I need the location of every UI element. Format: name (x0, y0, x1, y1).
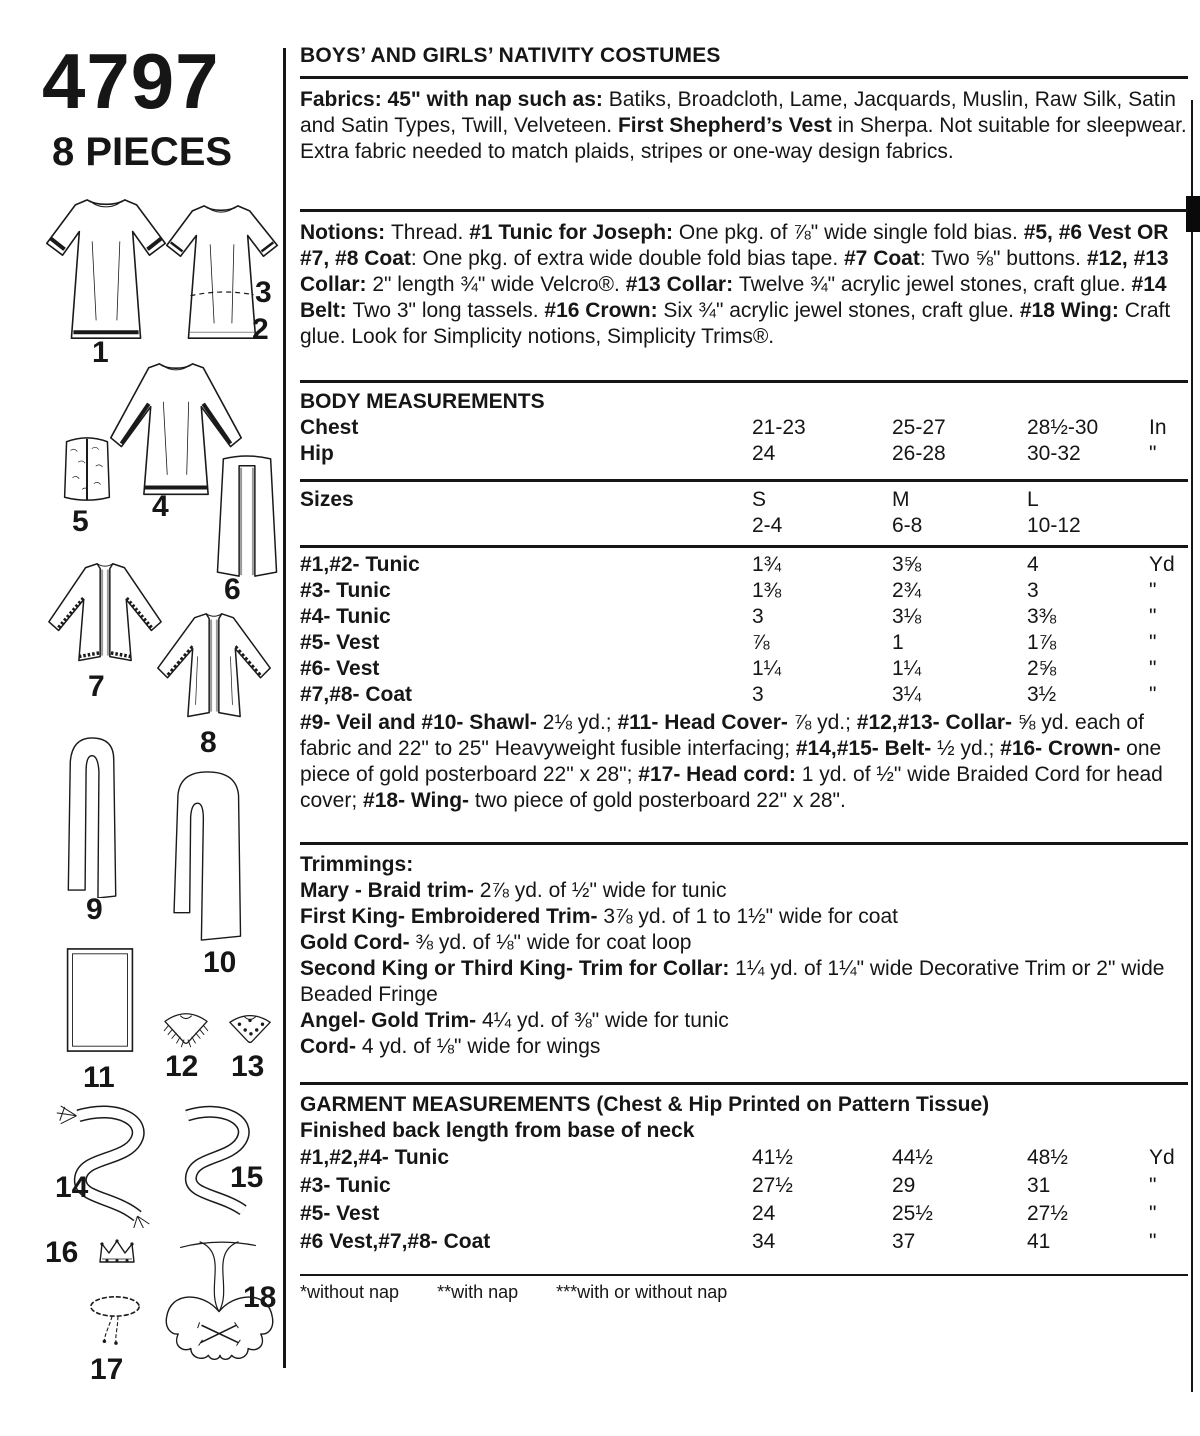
figure-label-17: 17 (90, 1353, 124, 1386)
shawl-10-drawing (166, 768, 272, 944)
table-row: Hip 24 26-28 30-32 " (300, 442, 1157, 465)
trimmings-line: Mary - Braid trim- 2⅞ yd. of ½" wide for tunic (300, 879, 727, 902)
veil-9-drawing (58, 732, 128, 898)
fabrics-paragraph: Fabrics: 45" with nap such as: Batiks, Broadcloth, Lame, Jacquards, Muslin, Raw Silk, Satin and Satin Types, Twill, Velveteen. First Shepherd’s Vest in Sherpa. Not suitable for sleepwear. Extra fabric needed to match plaids, stripes or one-way design fabrics. (300, 88, 1187, 163)
size-l: L (1027, 488, 1039, 511)
table-row: Chest 21-23 25-27 28½-30 In (300, 416, 1167, 439)
trimmings-title: Trimmings: (300, 853, 414, 876)
figure-label-1: 1 (92, 336, 109, 369)
crown-16-drawing (95, 1236, 143, 1268)
figure-label-2: 2 (252, 313, 269, 346)
fringe-collar-12-drawing (160, 1008, 212, 1052)
coat-8-drawing (152, 608, 276, 732)
notions-paragraph: Notions: Thread. #1 Tunic for Joseph: One pkg. of ⅞" wide single fold bias. #5, #6 Vest OR #7, #8 Coat: One pkg. of extra wide double fold bias tape. #7 Coat: Two ⅝" buttons. #12, #13 Collar: 2" length ¾" wide Velcro®. #13 Collar: Twelve ¾" acrylic jewel stones, craft glue. #14 Belt: Two 3" long tassels. #16 Crown: Six ¾" acrylic jewel stones, craft glue. #18 Wing: Craft glue. Look for Simplicity notions, Simplicity Trims®. (300, 221, 1171, 348)
nap-note-2: **with nap (437, 1282, 519, 1302)
size-range-s: 2-4 (752, 514, 783, 537)
rule (300, 209, 1188, 212)
trimmings-line: Second King or Third King- Trim for Collar: 1¼ yd. of 1¼" wide Decorative Trim or 2" wide Beaded Fringe (300, 957, 1165, 1006)
rule (300, 479, 1188, 482)
head-cover-11-drawing (62, 944, 138, 1056)
piece-count: 8 PIECES (52, 130, 233, 174)
nap-note-3: ***with or without nap (556, 1282, 728, 1302)
nap-legend (300, 1281, 1188, 1303)
rule (300, 842, 1188, 845)
body-measurements-title: BODY MEASUREMENTS (300, 390, 545, 413)
trimmings-line: Cord- 4 yd. of ⅛" wide for wings (300, 1035, 601, 1058)
table-row: #4- Tunic 3 3⅛ 3⅜ " (300, 605, 1157, 628)
sizes-row (300, 487, 1188, 513)
figure-label-13: 13 (231, 1050, 265, 1083)
size-range-m: 6-8 (892, 514, 923, 537)
size-ranges-row (300, 513, 1188, 539)
long-vest-6-drawing (213, 452, 281, 582)
body-measurements-table (300, 415, 1188, 467)
belt-15-drawing (175, 1102, 264, 1216)
table-row: #6- Vest 1¼ 1¼ 2⅝ " (300, 657, 1157, 680)
rule (300, 1274, 1188, 1276)
figure-label-8: 8 (200, 726, 217, 759)
trimmings-line: Gold Cord- ⅜ yd. of ⅛" wide for coat loop (300, 931, 692, 954)
size-range-l: 10-12 (1027, 514, 1081, 537)
table-row: #6 Vest,#7,#8- Coat 34 37 41 " (300, 1230, 1157, 1253)
figure-label-15: 15 (230, 1161, 264, 1194)
fur-vest-5-drawing (58, 433, 116, 505)
figure-label-9: 9 (86, 893, 103, 926)
pattern-number: 4797 (42, 37, 220, 125)
figure-label-18: 18 (243, 1281, 277, 1314)
trimmings-line: Angel- Gold Trim- 4¼ yd. of ⅜" wide for tunic (300, 1009, 729, 1032)
garment-measurements-subtitle: Finished back length from base of neck (300, 1119, 695, 1142)
figure-label-3: 3 (255, 276, 272, 309)
table-row: #3- Tunic 27½ 29 31 " (300, 1174, 1157, 1197)
tunic-1-drawing (40, 192, 172, 350)
figure-label-12: 12 (165, 1050, 199, 1083)
coat-7-drawing (42, 556, 168, 674)
page-title: BOYS’ AND GIRLS’ NATIVITY COSTUMES (300, 44, 721, 67)
description-column (300, 44, 1188, 1303)
tassel-belt-14-drawing (45, 1100, 167, 1228)
head-cord-17-drawing (85, 1292, 145, 1348)
size-s: S (752, 488, 767, 511)
rule (300, 1082, 1188, 1085)
rule (300, 545, 1188, 548)
figure-label-10: 10 (203, 946, 237, 979)
figure-label-11: 11 (83, 1061, 115, 1094)
table-row: #1,#2,#4- Tunic 41½ 44½ 48½ Yd (300, 1146, 1175, 1169)
figure-label-5: 5 (72, 505, 89, 538)
figure-label-16: 16 (45, 1236, 79, 1269)
table-row: #3- Tunic 1⅜ 2¾ 3 " (300, 579, 1157, 602)
figure-label-7: 7 (88, 670, 105, 703)
table-row: #5- Vest ⅞ 1 1⅞ " (300, 631, 1157, 654)
jewel-collar-13-drawing (226, 1010, 274, 1050)
figure-label-6: 6 (224, 573, 241, 606)
yardage-table (300, 552, 1188, 708)
garment-measurements-title: GARMENT MEASUREMENTS (Chest & Hip Printed on Pattern Tissue) (300, 1093, 990, 1116)
size-m: M (892, 488, 910, 511)
figure-label-14: 14 (55, 1171, 89, 1204)
extras-paragraph: #9- Veil and #10- Shawl- 2⅛ yd.; #11- Head Cover- ⅞ yd.; #12,#13- Collar- ⅝ yd. each of fabric and 22" to 25" Heavyweight fusible interfacing; #14,#15- Belt- ½ yd.; #16- Crown- one piece of gold posterboard 22" x 28"; #17- Head cord: 1 yd. of ½" wide Braided Cord for head cover; #18- Wing- two piece of gold posterboard 22" x 28". (300, 711, 1163, 812)
figure-label-4: 4 (152, 490, 169, 523)
rule (300, 380, 1188, 383)
nap-note-1: *without nap (300, 1282, 400, 1302)
table-row: #1,#2- Tunic 1¾ 3⅝ 4 Yd (300, 553, 1175, 576)
garment-measurements-table (300, 1144, 1188, 1256)
sizes-label: Sizes (300, 488, 354, 511)
trimmings-line: First King- Embroidered Trim- 3⅞ yd. of 1 to 1½" wide for coat (300, 905, 899, 928)
table-row: #7,#8- Coat 3 3¼ 3½ " (300, 683, 1157, 706)
rule (300, 76, 1188, 79)
table-row: #5- Vest 24 25½ 27½ " (300, 1202, 1157, 1225)
